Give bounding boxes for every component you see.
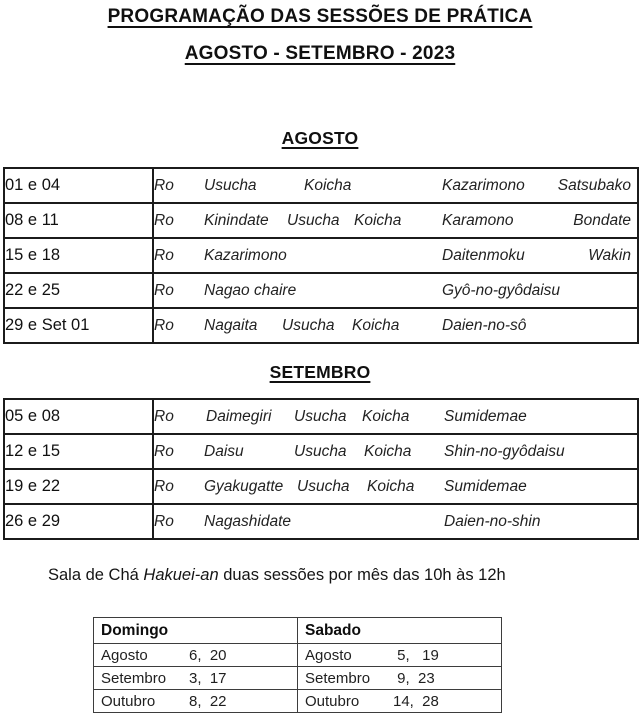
practice-item: Sumidemae (444, 477, 527, 495)
schedule-row (4, 504, 638, 539)
session-items-cell (153, 504, 638, 539)
practice-item: Kinindate (204, 211, 269, 229)
weekend-days-table (93, 617, 502, 713)
practice-item: Ro (154, 211, 174, 229)
practice-item: Wakin (588, 246, 631, 264)
practice-item: Koicha (354, 211, 402, 229)
weekend-month: Outubro (305, 692, 360, 710)
weekend-cell (94, 690, 298, 713)
schedule-table-agosto (3, 167, 639, 344)
practice-item: Nagaita (204, 316, 258, 334)
practice-item: Usucha (282, 316, 335, 334)
weekend-cell (298, 690, 502, 713)
practice-item: Bondate (573, 211, 631, 229)
weekend-cell (94, 667, 298, 690)
practice-item: Sumidemae (444, 407, 527, 425)
practice-item: Ro (154, 477, 174, 495)
practice-item: Nagao chaire (204, 281, 297, 299)
practice-item: Karamono (442, 211, 514, 229)
practice-item: Ro (154, 512, 174, 530)
session-dates-cell: 08 e 11 (4, 203, 153, 238)
document-title-line1: PROGRAMAÇÃO DAS SESSÕES DE PRÁTICA (107, 6, 533, 27)
schedule-row (4, 238, 638, 273)
practice-item: Ro (154, 281, 174, 299)
session-items-cell (153, 273, 638, 308)
weekend-days: 5, 19 (393, 646, 439, 664)
weekend-days: 9, 23 (393, 669, 435, 687)
session-dates-cell: 05 e 08 (4, 399, 153, 434)
practice-item: Daimegiri (206, 407, 272, 425)
weekend-days: 8, 22 (189, 692, 227, 710)
practice-item: Ro (154, 176, 174, 194)
weekend-row (94, 644, 502, 667)
practice-item: Usucha (294, 407, 347, 425)
practice-item: Daitenmoku (442, 246, 525, 264)
practice-item: Kazarimono (204, 246, 287, 264)
practice-item: Gyô-no-gyôdaisu (442, 281, 561, 299)
weekend-days: 14, 28 (393, 692, 439, 710)
weekend-days: 3, 17 (189, 669, 227, 687)
document-title-line2: AGOSTO - SETEMBRO - 2023 (184, 43, 456, 64)
section-heading-setembro: SETEMBRO (269, 362, 371, 382)
schedule-row (4, 434, 638, 469)
practice-item: Gyakugatte (204, 477, 284, 495)
weekend-row (94, 667, 502, 690)
tea-room-note (48, 566, 506, 585)
weekend-month: Setembro (101, 669, 167, 687)
weekend-month: Agosto (101, 646, 148, 664)
schedule-row (4, 308, 638, 343)
section-heading-agosto: AGOSTO (281, 128, 359, 148)
practice-item: Daien-no-shin (444, 512, 541, 530)
practice-item: Shin-no-gyôdaisu (444, 442, 565, 460)
weekend-header-row (94, 618, 502, 644)
practice-item: Koicha (367, 477, 415, 495)
schedule-row (4, 203, 638, 238)
tea-room-note-prefix: Sala de Chá (48, 566, 144, 584)
practice-item: Usucha (297, 477, 350, 495)
practice-item: Nagashidate (204, 512, 292, 530)
practice-item: Ro (154, 246, 174, 264)
weekend-cell (298, 667, 502, 690)
weekend-month: Agosto (305, 646, 352, 664)
session-dates-cell: 12 e 15 (4, 434, 153, 469)
practice-item: Daisu (204, 442, 244, 460)
practice-item: Usucha (287, 211, 340, 229)
weekend-column-header: Sabado (298, 618, 502, 644)
practice-item: Kazarimono (442, 176, 525, 194)
session-dates-cell: 22 e 25 (4, 273, 153, 308)
weekend-month: Outubro (101, 692, 156, 710)
practice-item: Ro (154, 442, 174, 460)
schedule-row (4, 399, 638, 434)
session-dates-cell: 29 e Set 01 (4, 308, 153, 343)
session-items-cell (153, 168, 638, 203)
tea-room-name: Hakuei-an (143, 566, 219, 584)
practice-item: Usucha (294, 442, 347, 460)
practice-item: Daien-no-sô (442, 316, 527, 334)
session-items-cell (153, 469, 638, 504)
practice-item: Satsubako (557, 176, 631, 194)
session-items-cell (153, 308, 638, 343)
practice-item: Koicha (362, 407, 410, 425)
session-items-cell (153, 434, 638, 469)
weekend-cell (298, 644, 502, 667)
session-dates-cell: 01 e 04 (4, 168, 153, 203)
weekend-cell (94, 644, 298, 667)
schedule-row (4, 469, 638, 504)
practice-item: Koicha (304, 176, 352, 194)
session-items-cell (153, 238, 638, 273)
session-items-cell (153, 399, 638, 434)
weekend-column-header: Domingo (94, 618, 298, 644)
session-dates-cell: 19 e 22 (4, 469, 153, 504)
schedule-row (4, 168, 638, 203)
practice-item: Usucha (204, 176, 257, 194)
practice-item: Ro (154, 407, 174, 425)
practice-item: Koicha (364, 442, 412, 460)
practice-item: Koicha (352, 316, 400, 334)
weekend-row (94, 690, 502, 713)
session-items-cell (153, 203, 638, 238)
tea-room-note-suffix: duas sessões por mês das 10h às 12h (218, 566, 506, 584)
weekend-month: Setembro (305, 669, 371, 687)
practice-item: Ro (154, 316, 174, 334)
schedule-row (4, 273, 638, 308)
session-dates-cell: 15 e 18 (4, 238, 153, 273)
schedule-table-setembro (3, 398, 639, 540)
session-dates-cell: 26 e 29 (4, 504, 153, 539)
weekend-days: 6, 20 (189, 646, 227, 664)
